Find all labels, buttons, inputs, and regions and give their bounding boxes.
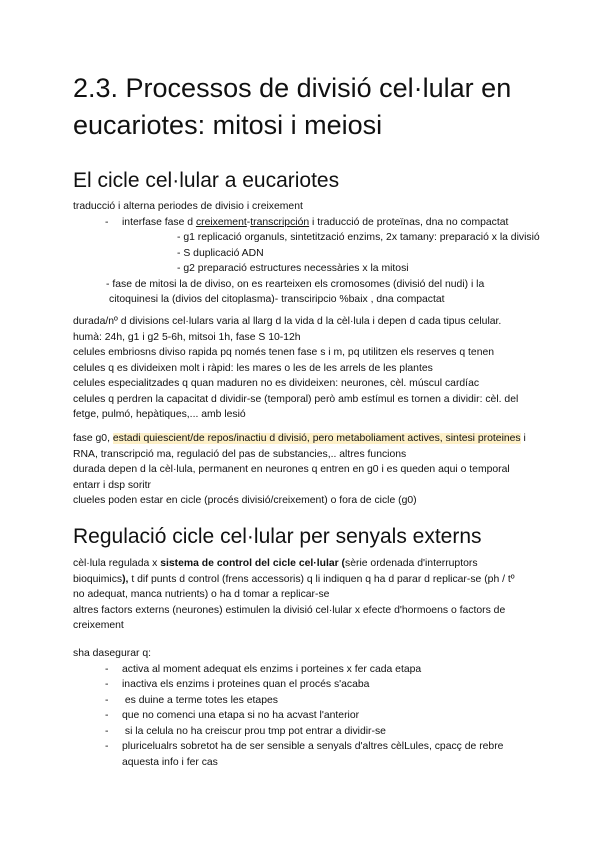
- text-line: humà: 24h, g1 i g2 5-6h, mitsoi 1h, fase S 10-12h: [73, 331, 301, 343]
- list-item: [73, 724, 573, 740]
- durada-paragraph: [73, 314, 573, 423]
- text-span: cèl·lula regulada x: [73, 558, 161, 569]
- mitosi-line-1: - fase de mitosi la de diviso, on es rearteixen els cromosomes (divisió del nudi) i la: [106, 278, 485, 290]
- text-span: interfase fase d: [122, 216, 196, 228]
- bold-text: sistema de control del cicle cel·lular (: [160, 558, 346, 569]
- subitem-s: - S duplicació ADN: [177, 247, 264, 259]
- text-line: [73, 556, 573, 572]
- text-line: creixement: [73, 620, 124, 631]
- dash-marker: -: [105, 725, 109, 737]
- regulacio-paragraph: [73, 556, 573, 634]
- text-line: clueles poden estar en cicle (procés divisió/creixement) o fora de cicle (g0): [73, 495, 417, 506]
- text-span: -: [246, 216, 251, 228]
- list-item-continuation: aquesta info i fer cas: [122, 756, 218, 768]
- list-item-text: pluricelualrs sobretot ha de ser sensible a senyals d'altres cèlLules, cpacç de rebre: [122, 741, 504, 752]
- text-line: celules q es divideixen molt i ràpid: les mares o les de les arrels de les plantes: [73, 362, 433, 374]
- g0-paragraph: [73, 431, 573, 509]
- section-heading-cicle: El cicle cel·lular a eucariotes: [73, 169, 340, 192]
- dash-marker: -: [105, 741, 109, 752]
- text-line: celules especialitzades q quan maduren no es divideixen: neurones, cèl. múscul cardíac: [73, 378, 480, 389]
- list-item: [73, 739, 573, 755]
- intro-line: traducció i alterna periodes de divisio i creixement: [73, 201, 303, 212]
- list-item: [73, 677, 573, 693]
- sha-list: [73, 646, 573, 770]
- list-item: [73, 662, 573, 678]
- text-line: altres factors externs (neurones) estimulen la divisió cel·lular x efecte d'hormoens o factors de: [73, 604, 506, 616]
- text-line: celules embriosns diviso rapida pq només tenen fase s i m, pq utilitzen els reserves q tenen: [73, 347, 495, 358]
- section-heading-regulacio: Regulació cicle cel·lular per senyals externs: [73, 525, 482, 548]
- section-body-cicle: [73, 199, 573, 308]
- dash-marker: -: [105, 679, 109, 690]
- text-span: i: [520, 433, 526, 444]
- text-line: [73, 572, 573, 588]
- interfase-line: [73, 215, 573, 231]
- highlighted-text: estadi quiescient/de repos/inactiu d divisió, pero metaboliament actives, sintesi proteines: [112, 433, 521, 444]
- text-span: sèrie ordenada d'interruptors: [345, 558, 478, 569]
- dash-marker: -: [105, 663, 109, 675]
- text-line: RNA, transcripció ma, regulació del pas de substancies,.. altres funcions: [73, 448, 407, 460]
- list-item-text: activa al moment adequat els enzims i porteines x fer cada etapa: [122, 663, 422, 675]
- text-span: fase g0,: [73, 433, 113, 444]
- text-line: durada depen d la cèl·lula, permanent en neurones q entren en g0 i es queden aqui o temporal: [73, 464, 510, 475]
- underlined-word: transcripción: [250, 216, 310, 228]
- text-line: entarr i dsp soritr: [73, 479, 151, 491]
- mitosi-line-2: citoquinesi la (divios del citoplasma)- transciripcio %baix , dna compactat: [109, 294, 445, 305]
- list-item-text: inactiva els enzims i proteines quan el procés s'acaba: [122, 679, 370, 690]
- list-item-text: si la celula no ha creiscur prou tmp pot entrar a dividir-se: [122, 725, 386, 737]
- text-line: celules q perdren la capacitat d dividir-se (temporal) però amb estímul es tornen a dividir: cèl. del: [73, 393, 519, 405]
- list-intro: sha dasegurar q:: [73, 648, 151, 659]
- subitem-g2: - g2 preparació estructures necessàries x la mitosi: [177, 263, 409, 274]
- list-item: [73, 708, 573, 724]
- text-span: t dif punts d control (frens accessoris) q li indiquen q ha d parar d replicar-se (ph / tº: [128, 573, 515, 585]
- list-item: [73, 693, 573, 709]
- list-item-text: que no comenci una etapa si no ha acvast l'anterior: [122, 710, 360, 721]
- list-item-text: es duine a terme totes les etapes: [122, 694, 278, 706]
- text-line: fetge, pulmó, hepàtiques,... amb lesió: [73, 409, 246, 420]
- dash-marker: -: [105, 694, 109, 706]
- g0-line: [73, 431, 573, 447]
- dash-marker: -: [105, 710, 109, 721]
- bold-text: ),: [122, 573, 129, 585]
- text-line: no adequat, manca nutrients) o ha d tomar a replicar-se: [73, 589, 330, 600]
- page-title: 2.3. Processos de divisió cel·lular en eucariotes: mitosi i meiosi: [73, 73, 512, 140]
- text-span: i traducció de proteïnas, dna no compactat: [309, 216, 509, 228]
- text-line: durada/nº d divisions cel·lulars varia al llarg d la vida d la cèl·lula i depen d cada tipus celular.: [73, 316, 502, 327]
- subitem-g1: - g1 replicació organuls, sintetització enzims, 2x tamany: preparació x la divisió: [177, 232, 540, 243]
- text-span: bioquimics: [73, 573, 123, 585]
- dash-marker: -: [105, 216, 109, 228]
- underlined-word: creixement: [195, 216, 247, 228]
